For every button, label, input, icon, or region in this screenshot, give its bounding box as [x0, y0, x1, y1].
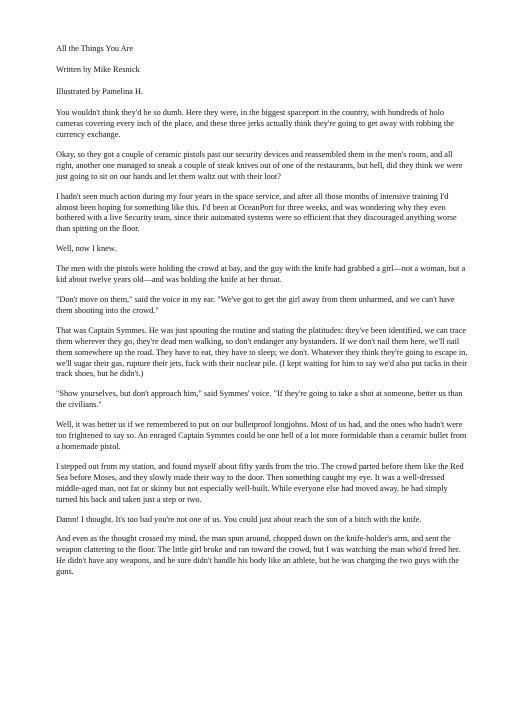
paragraph: Well, now I knew. [56, 244, 117, 254]
paragraph: Damn! I thought. It's too bad you're not one of us. You could just about reach the son of a bitch with the knife. [56, 514, 422, 524]
paragraph: I hadn't seen much action during my four years in the space service, and after all those months of intensive training I'd almost been hoping for something like this. I'd been at OceanPort for three weeks, and was wondering why they even bothered with a live Security team, since their automated systems were so efficient that they discouraged anything worse than spitting on the floor. [56, 191, 457, 234]
paragraph: That was Captain Symmes. He was just spouting the routine and stating the platitudes: they've been identified, we can trace them wherever they go, they're dead men walking, so don't endanger any bystanders. If we don't nail them here, we'll nail them somewhere up the road. They have to eat, they have to sleep; we don't. Whatever they think they're going to escape in, we'll sugar their gas, rupture their jets, fuck with their nuclear pile. (I kept waiting for him to say we'd also put tacks in their track shoes, but he didn't.) [56, 325, 468, 379]
paragraph: And even as the thought crossed my mind, the man spun around, chopped down on the knife-holder's arm, and sent the weapon clattering to the floor. The little girl broke and ran toward the crowd, but I was watching the man who'd freed her. He didn't have any weapons, and he sure didn't handle his body like an athlete, but he was charging the two guys with the guns. [56, 534, 461, 577]
paragraph: "Don't move on them," said the voice in my ear. "We've got to get the girl away from them unharmed, and we can't have them shooting into the crowd." [56, 295, 455, 315]
paragraph: "Show yourselves, but don't approach him," said Symmes' voice. "If they're going to take a shot at someone, better us than the civilians." [56, 389, 463, 410]
story-title: All the Things You Are [56, 44, 134, 53]
author-byline: Written by Mike Resnick [56, 65, 140, 75]
paragraph: You wouldn't think they'd be so dumb. Here they were, in the biggest spaceport in the country, with hundreds of holo cameras covering every inch of the place, and these three jerks actually think they're going to get away with robbing the currency exchange. [56, 108, 454, 140]
paragraph: Okay, so they got a couple of ceramic pistols past our security devices and reassembled them in the men's room, and all right, another one managed to sneak a couple of steak knives out of one of the restaurants, but hell, did they think we were just going to sit on our hands and let them waltz out with their loot? [56, 149, 463, 181]
illustrator-credit: Illustrated by Pamelina H. [56, 86, 144, 96]
paragraph: Well, it was better us if we remembered to put on our bulletproof longjohns. Most of us had, and the ones who hadn't were too frightened to say so. An enraged Captain Symmes could be one hell of a lot more formidable than a ceramic bullet from a homemade pistol. [56, 420, 467, 451]
document-body [56, 44, 468, 587]
paragraph: I stepped out from my station, and found myself about fifty yards from the trio. The crowd parted before them like the Red Sea before Moses, and they slowly made their way to the door. Then something caught my eye. It was a well-dressed middle-aged man, not fat or skinny but not especially well-built. While everyone else had moved away, he had simply turned his back and taken just a step or two. [56, 461, 464, 504]
paragraph: The men with the pistols were holding the crowd at bay, and the guy with the knife had grabbed a girl—not a woman, but a kid about twelve years old—and was holding the knife at her throat. [56, 264, 466, 285]
